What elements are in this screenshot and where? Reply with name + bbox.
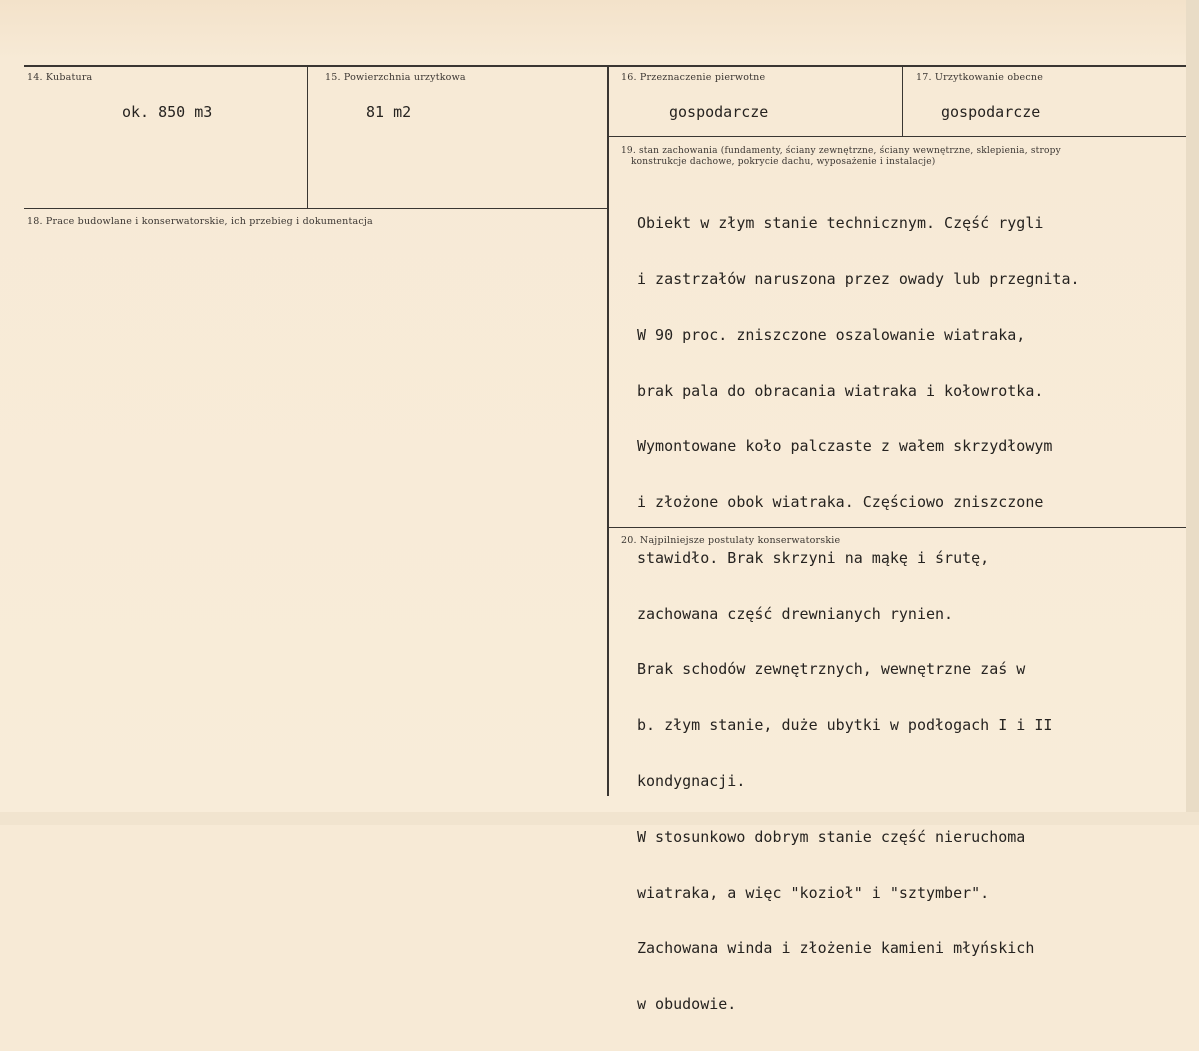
card-bottom-edge <box>0 812 1199 825</box>
field-19-label-line1: 19. stan zachowania (fundamenty, ściany zewnętrzne, ściany wewnętrzne, sklepienia, stropy <box>621 146 1061 156</box>
field-17-label: 17. Urzytkowanie obecne <box>916 72 1044 83</box>
field-19-label-line2: konstrukcje dachowe, pokrycie dachu, wyposażenie i instalacje) <box>631 157 936 167</box>
text-line: Wymontowane koło palczaste z wałem skrzydłowym <box>637 437 1053 456</box>
text-line: zachowana część drewnianych rynien. <box>637 604 954 623</box>
text-line: Brak schodów zewnętrznych, wewnętrzne zaś w <box>637 660 1026 679</box>
divider-16-17 <box>902 66 903 136</box>
text-line: Obiekt w złym stanie technicznym. Część rygli <box>637 214 1044 233</box>
field-14-value: ok. 850 m3 <box>122 103 213 121</box>
text-line: Zachowana winda i złożenie kamieni młyńskich <box>637 939 1035 958</box>
field-18-label: 18. Prace budowlane i konserwatorskie, ich przebieg i dokumentacja <box>27 216 373 227</box>
top-rule <box>24 65 1186 67</box>
field-14-label: 14. Kubatura <box>27 72 93 83</box>
field-20-label: 20. Najpilniejsze postulaty konserwatorskie <box>621 535 841 546</box>
center-divider <box>607 66 609 796</box>
text-line: i złożone obok wiatraka. Częściowo zniszczone <box>637 493 1044 512</box>
field-15-label: 15. Powierzchnia urzytkowa <box>325 72 466 83</box>
rule-under-14-15 <box>24 208 608 209</box>
text-line: W stosunkowo dobrym stanie część nieruchoma <box>637 827 1026 846</box>
text-line: w obudowie. <box>637 995 737 1014</box>
card-right-edge <box>1186 0 1199 825</box>
text-line: W 90 proc. zniszczone oszalowanie wiatraka, <box>637 325 1026 344</box>
field-17-value: gospodarcze <box>941 103 1041 121</box>
divider-14-15 <box>307 66 308 208</box>
field-16-label: 16. Przeznaczenie pierwotne <box>621 72 766 83</box>
text-line: i zastrzałów naruszona przez owady lub przegnita. <box>637 269 1080 288</box>
field-15-value: 81 m2 <box>366 103 412 121</box>
text-line: kondygnacji. <box>637 772 746 790</box>
text-line: brak pala do obracania wiatraka i kołowrotka. <box>637 381 1044 400</box>
text-line: stawidło. Brak skrzyni na mąkę i śrutę, <box>637 548 990 567</box>
rule-under-16-17 <box>608 136 1186 137</box>
field-19-text <box>637 177 1080 1051</box>
text-line: wiatraka, a więc "kozioł" i "sztymber". <box>637 883 990 902</box>
field-16-value: gospodarcze <box>669 103 769 121</box>
text-line: b. złym stanie, duże ubytki w podłogach I i II <box>637 716 1053 735</box>
